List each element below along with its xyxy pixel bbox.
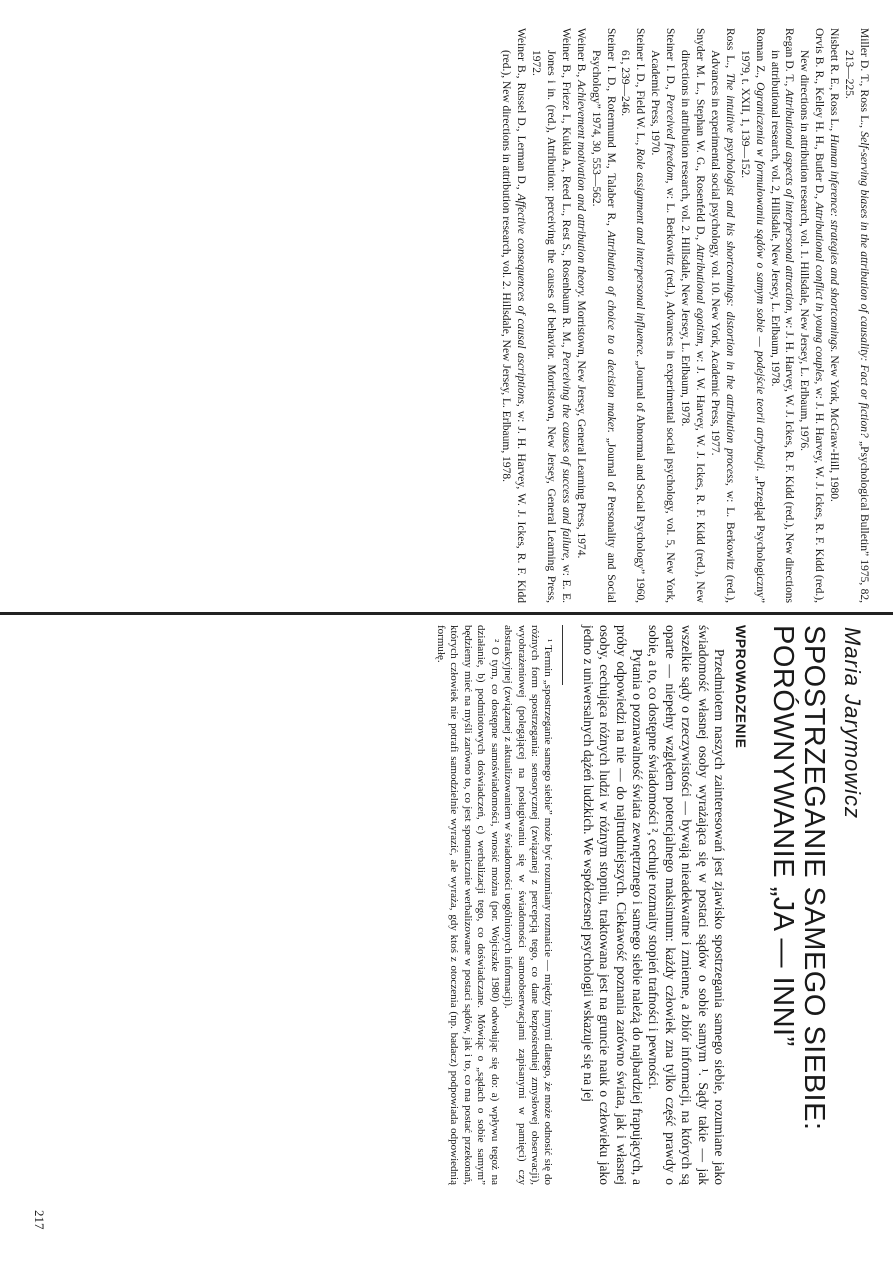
reference-entry bbox=[588, 28, 618, 603]
reference-source: w: J. H. Harvey, W. J. Ickes, R. F. Kidd (red.), New directions in attribution research, vol. 1. Hillsdale, New Jersey, L. Erlbaum, 1976. bbox=[798, 50, 826, 603]
reference-entry bbox=[707, 28, 737, 603]
reference-authors: Snyder M. L., Stephan W. G., Rosenfeld D., bbox=[694, 28, 707, 245]
reference-authors: Steiner I. D., bbox=[664, 28, 677, 94]
reference-title: Human inference: strategies and shortcomings. bbox=[828, 134, 841, 353]
reference-entry bbox=[647, 28, 677, 603]
reference-title: Attribution of choice to a decision maker. bbox=[604, 230, 617, 433]
article-title bbox=[767, 625, 829, 1185]
reference-entry bbox=[737, 28, 767, 603]
reference-authors: Ross L., bbox=[723, 28, 736, 74]
reference-source: Morristown, New Jersey, General Learning Press, 1974. bbox=[574, 297, 587, 559]
reference-entry bbox=[528, 28, 573, 603]
reference-authors: Steiner I. D., Field W. L., bbox=[634, 28, 647, 149]
title-line-2: PORÓWNYWANIE „JA — INNI” bbox=[767, 625, 799, 1047]
reference-authors: Steiner I. D., Rotermund M., Talaber R., bbox=[604, 28, 617, 231]
body-paragraph-1: Przedmiotem naszych zainteresowań jest zjawisko spostrzegania samego siebie, rozumiane jako świadomość własnej osoby wyrażająca się w postaci sądów o sobie samym ¹. Sądy takie — jak wszelkie sądy o rzeczywistości — bywają nieadekwatne i zmienne, a zbiór informacji, na których są oparte — niepełny względem potencjalnego maksimum: każdy człowiek zna tylko część prawdy o sobie, a to, co dostępne świadomości ², cechuje rozmaity stopień trafności i pewności. bbox=[646, 625, 727, 1185]
reference-source: „Journal of Abnormal and Social Psychology” 1960, 61, 239—246. bbox=[619, 50, 647, 603]
page-number: 217 bbox=[32, 1210, 47, 1230]
reference-authors: Nisbett R. E., Ross L., bbox=[828, 28, 841, 135]
references-column bbox=[0, 28, 893, 603]
article-author: Maria Jarymowicz bbox=[840, 627, 865, 820]
reference-source: w: L. Berkowitz (red.), Advances in experimental social psychology, vol. 5, New York, Academic Press, 1970. bbox=[649, 50, 677, 603]
reference-entry bbox=[796, 28, 826, 603]
footnote-1: ¹ Termin „spostrzeganie samego siebie” może być rozumiany rozmaicie — między innymi dlatego, że może odnosić się do różnych form spostrzegania: sensorycznej (związanej z percepcją tego, co dane bezpośredniej zmysłowej obserwacji), wyobrażeniowej (polegającej na posługiwaniu się w świadomości samoobserwacjami zapisanymi w pamięci) czy abstrakcyjnej (związanej z aktualizowaniem w świadomości uogólnionych informacji). bbox=[502, 625, 555, 1185]
reference-source: w: E. E. Jones i in. (red.), Attribution: perceiving the causes of behavior. Morristown, New Jersey, General Learning Press, 1972. bbox=[530, 50, 572, 603]
reference-source: „Psychological Bulletin” 1975, 82, 213—225. bbox=[843, 50, 870, 603]
reference-title: Achievement motivation and attribution theory. bbox=[574, 80, 587, 298]
article-column bbox=[0, 625, 893, 1185]
reference-authors: Weiner B., Frieze I., Kukla A., Reed L., Rest S., Rosenbaum R. M., bbox=[559, 28, 572, 352]
footnote-2: ² O tym, co dostępne samoświadomości, wnosić można (por. Wojciszke 1980) odwołując się do: a) wpływu tegoż na działanie, b) podmiotowych doświadczeń, c) werbalizacji tego, co doświadczane. Mówiąc o „sądach o sobie samym” będziemy mieć na myśli zarówno to, co jest spontanicznie werbalizowane w postaci sądów, jak i to, co ma postać przekonań, których człowiek nie potrafi samodzielnie wyrazić, ale wyraża, gdy ktoś z otoczenia (np. badacz) podpowiada odpowiednią formułę. bbox=[435, 625, 501, 1185]
reference-source: w: J. H. Harvey, W. J. Ickes, R. F. Kidd (red.), New directions in attributional research, vol. 2, Hillsdale, New Jersey, L. Erlbaum, 1978. bbox=[768, 50, 796, 603]
reference-title: Attributional aspects of interpersonal attraction, bbox=[783, 89, 796, 314]
reference-authors: Weiner B., Russel D., Lerman D., bbox=[515, 28, 528, 194]
reference-authors: Orvis B. R., Kelley H. H., Butler D., bbox=[813, 28, 826, 203]
reference-title: Affective consequences of causal ascriptions, bbox=[515, 193, 528, 407]
reference-entry bbox=[841, 28, 871, 603]
reference-title: Perceiving the causes of success and failure, bbox=[559, 351, 572, 561]
reference-entry bbox=[826, 28, 841, 603]
reference-entry bbox=[498, 28, 528, 603]
reference-entry bbox=[618, 28, 648, 603]
reference-title: Perceived freedom, bbox=[664, 93, 677, 184]
reference-entry bbox=[677, 28, 707, 603]
reference-title: Role assignment and interpersonal influence. bbox=[634, 148, 647, 358]
reference-source: „Przegląd Psychologiczny” 1979, t. XXII, 1, 139—152. bbox=[738, 50, 766, 604]
reference-authors: Miller D. T., Ross L., bbox=[858, 28, 870, 132]
reference-title: Attributional conflict in young couples, bbox=[813, 202, 826, 385]
reference-title: Ograniczenia w formułowaniu sądów o samym sobie — podejście teorii atrybucji. bbox=[753, 82, 766, 472]
section-heading: WPROWADZENIE bbox=[733, 625, 749, 749]
reference-entry bbox=[573, 28, 588, 603]
title-line-1: SPOSTRZEGANIE SAMEGO SIEBIE: bbox=[798, 625, 830, 1131]
reference-authors: Weiner B., bbox=[574, 28, 587, 81]
reference-title: Self-serving biases in the attribution of causality: Fact or fiction? bbox=[858, 131, 870, 438]
reference-source: „Journal of Personality and Social Psychology” 1974, 30, 553—562. bbox=[589, 50, 617, 603]
reference-entry bbox=[767, 28, 797, 603]
reference-title: Attributional egotism, bbox=[694, 244, 707, 347]
reference-source: w: L. Berkowitz (red.), Advances in experimental social psychology, vol. 10. New York, Academic Press, 1977. bbox=[708, 50, 736, 603]
reference-authors: Regan D. T., bbox=[783, 28, 796, 90]
reference-source: New York, McGraw-Hill, 1980. bbox=[828, 352, 841, 502]
reference-source: w: J. H. Harvey, W. J. Ickes, R. F. Kidd (red.), New directions in attribution research, vol. 2. Hillsdale, New Jersey, L. Erlbaum, 1978. bbox=[500, 50, 528, 603]
reference-authors: Roman Z., bbox=[753, 28, 766, 83]
footnote-rule bbox=[562, 625, 563, 685]
reference-source: w: J. W. Harvey, W. J. Ickes, R. F. Kidd (red.), New directions in attribution research, vol. 2. Hillsdale, New Jersey, L. Erlbaum, 1978. bbox=[679, 50, 707, 603]
body-paragraph-2: Pytania o poznawalność świata zewnętrznego i samego siebie należą do najbardziej frapujących, a próby odpowiedzi na nie — do najtrudniejszych. Ciekawość poznania zarówno świata, jak i własnej osoby, cechująca różnych ludzi w różnym stopniu, traktowana jest na gruncie nauk o człowieku jako jedno z uniwersalnych dążeń ludzkich. We współczesnej psychologii wskazuje się na jej bbox=[580, 625, 645, 1185]
page-gutter bbox=[0, 612, 893, 615]
reference-title: The intuitive psychologist and his shortcomings: distortion in the attribution process, bbox=[723, 73, 736, 486]
